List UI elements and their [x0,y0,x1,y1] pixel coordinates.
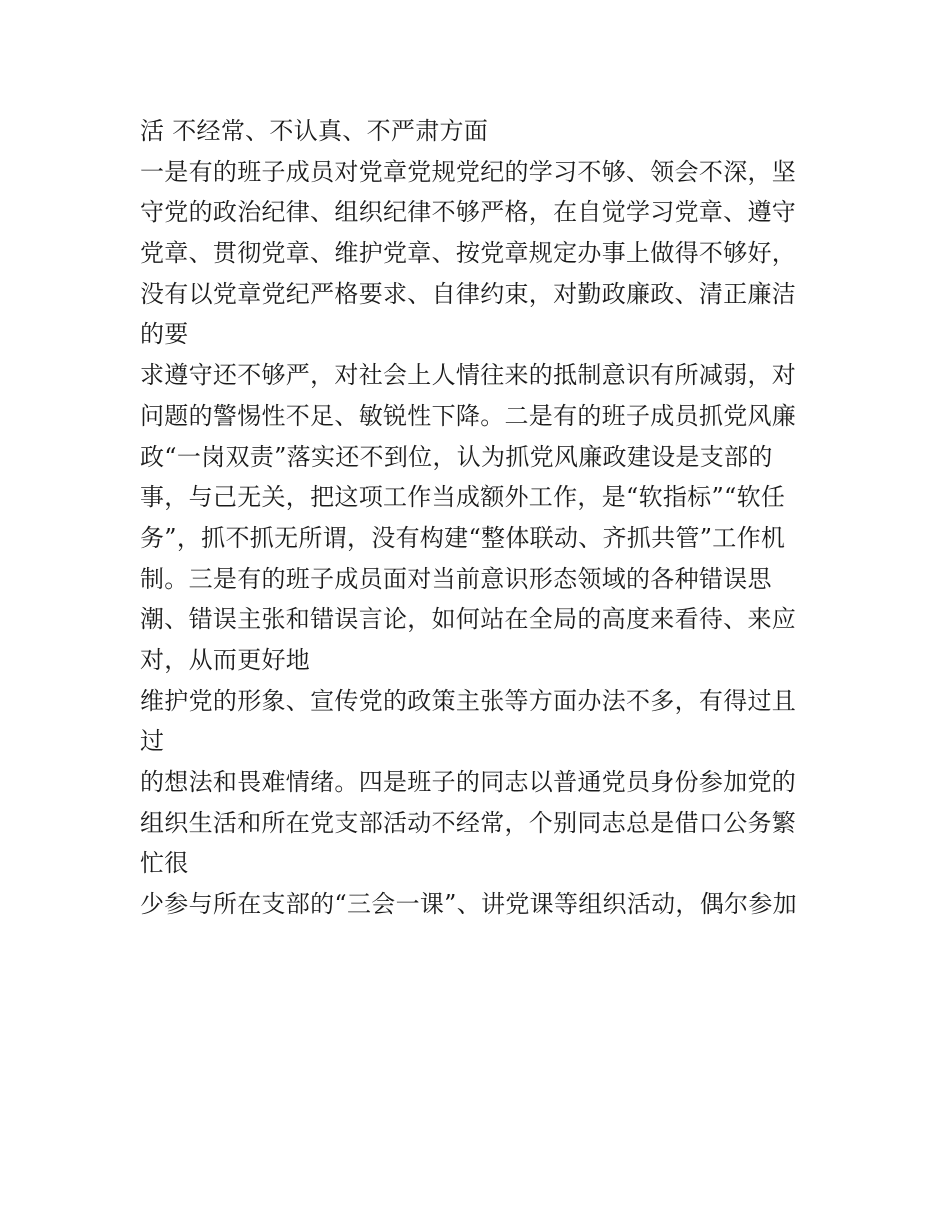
text-line: 求遵守还不够严，对社会上人情往来的抵制意识有所减弱，对 [140,361,797,390]
text-line: 一是有的班子成员对党章党规党纪的学习不够、领会不深，坚 [140,157,797,186]
text-line: 潮、错误主张和错误言论，如何站在全局的高度来看待、来应 [140,605,797,634]
text-line: 活 不经常、不认真、不严肃方面 [140,117,489,145]
text-line: 对，从而更好地 [140,645,311,674]
text-line: 务”，抓不抓无所谓，没有构建“整体联动、齐抓共管”工作机 [140,523,786,552]
text-line: 过 [140,727,165,756]
text-line: 少参与所在支部的“三会一课”、讲党课等组织活动，偶尔参加 [140,890,797,919]
text-line: 的要 [140,320,189,349]
text-line: 党章、贯彻党章、维护党章、按党章规定办事上做得不够好， [140,239,797,268]
text-line: 政“一岗双责”落实还不到位，认为抓党风廉政建设是支部的 [140,442,773,471]
text-line: 没有以党章党纪严格要求、自律约束，对勤政廉政、清正廉洁 [140,279,797,308]
text-line: 守党的政治纪律、组织纪律不够严格，在自觉学习党章、遵守 [140,198,797,227]
document-body [140,111,830,925]
text-line: 忙很 [140,849,189,878]
text-line: 组织生活和所在党支部活动不经常，个别同志总是借口公务繁 [140,808,797,837]
text-line: 维护党的形象、宣传党的政策主张等方面办法不多，有得过且 [140,686,797,715]
text-line: 的想法和畏难情绪。四是班子的同志以普通党员身份参加党的 [140,768,797,796]
text-line: 事，与己无关，把这项工作当成额外工作，是“软指标”“软任 [140,483,786,512]
text-line: 制。三是有的班子成员面对当前意识形态领域的各种错误思 [140,564,772,593]
text-line: 问题的警惕性不足、敏锐性下降。二是有的班子成员抓党风廉 [140,401,797,430]
